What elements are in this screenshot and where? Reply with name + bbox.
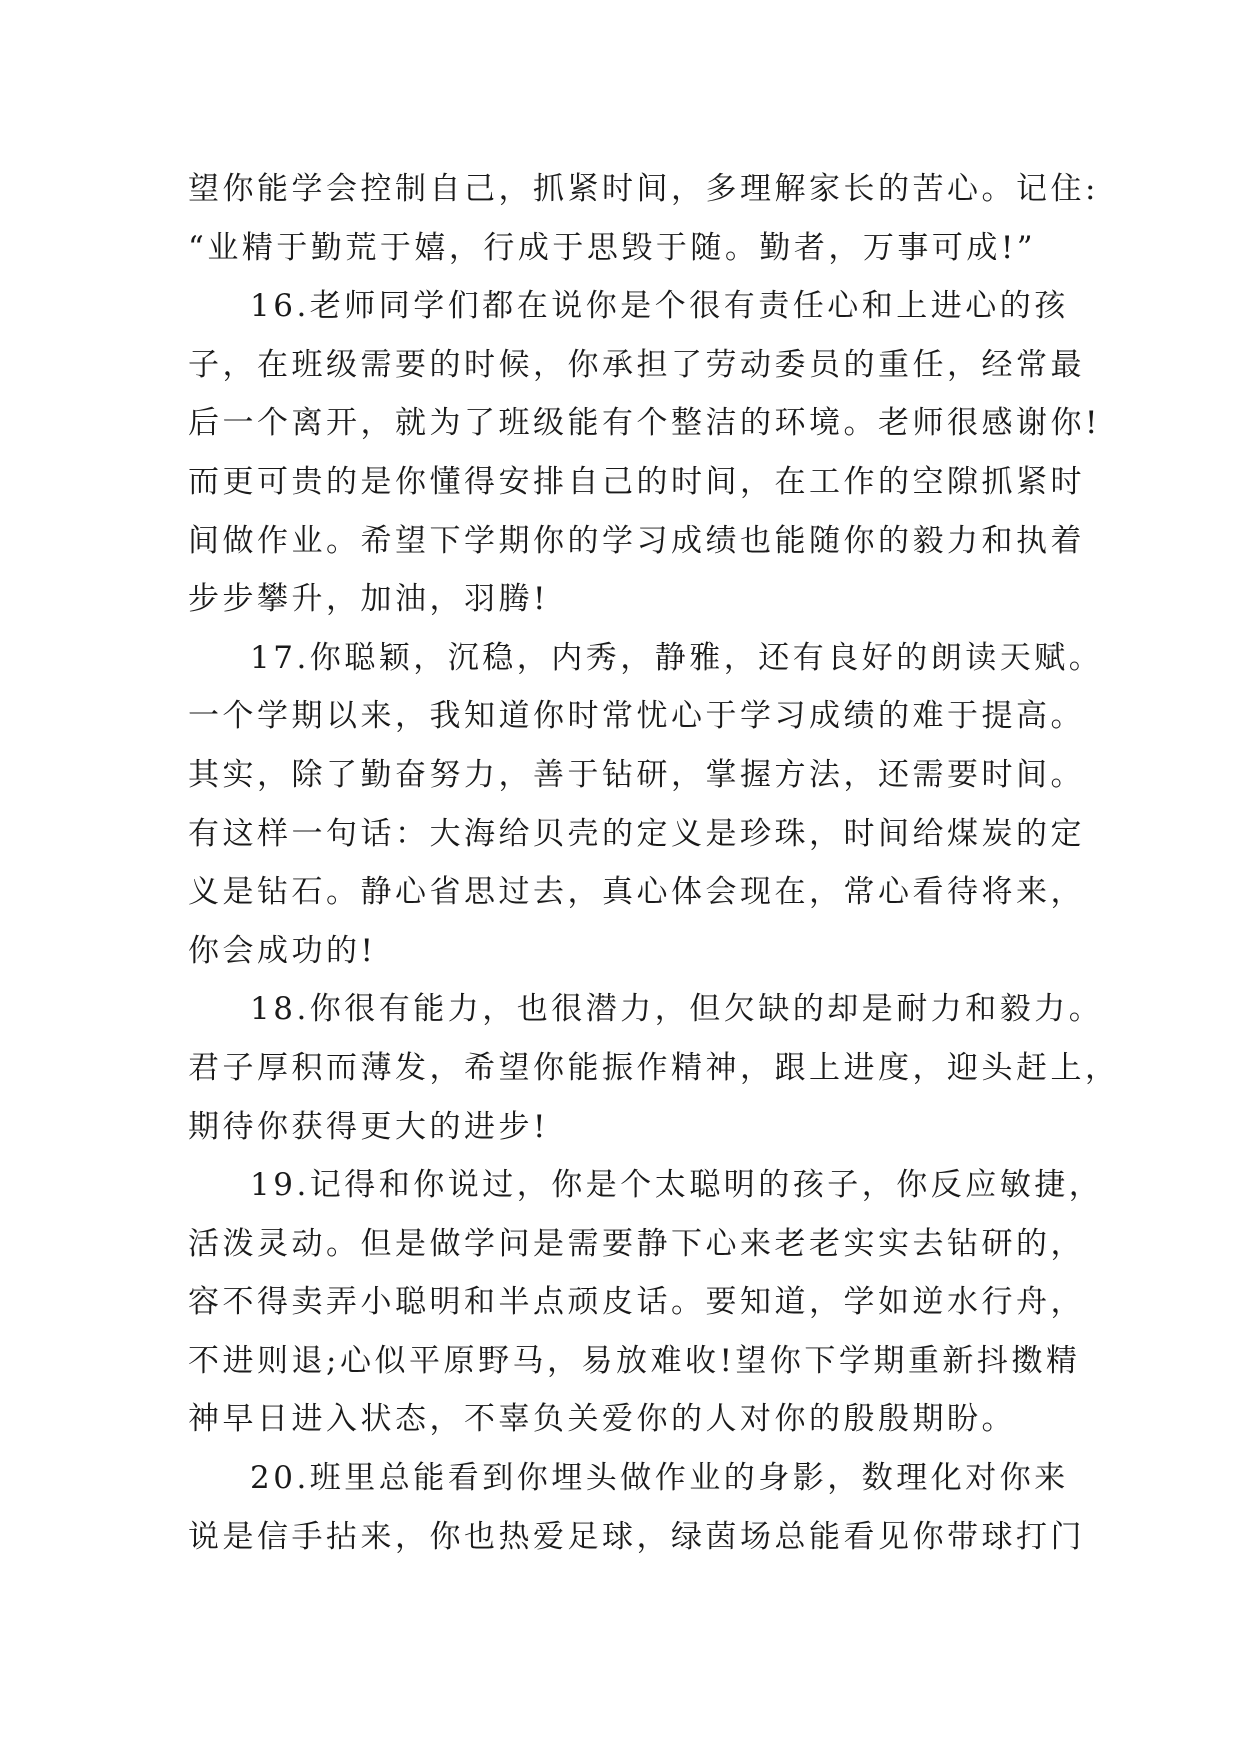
paragraph-20-start: 20.班里总能看到你埋头做作业的身影，数理化对你来 — [250, 1460, 1069, 1497]
text-line: 其实，除了勤奋努力，善于钻研，掌握方法，还需要时间。 — [188, 756, 1085, 793]
text-line: 期待你获得更大的进步! — [188, 1108, 549, 1145]
text-line: 有这样一句话：大海给贝壳的定义是珍珠，时间给煤炭的定 — [188, 815, 1085, 852]
text-line: 你会成功的! — [188, 932, 377, 969]
text-line: 容不得卖弄小聪明和半点顽皮话。要知道，学如逆水行舟， — [188, 1284, 1085, 1321]
text-line: “业精于勤荒于嬉，行成于思毁于随。勤者，万事可成!” — [188, 229, 1037, 266]
paragraph-18-start: 18.你很有能力，也很潜力，但欠缺的却是耐力和毅力。 — [250, 991, 1104, 1028]
text-line: 步步攀升，加油，羽腾! — [188, 581, 549, 618]
text-line: 神早日进入状态，不辜负关爱你的人对你的殷殷期盼。 — [188, 1401, 1016, 1438]
paragraph-19-start: 19.记得和你说过，你是个太聪明的孩子，你反应敏捷， — [250, 1167, 1104, 1204]
text-line: 望你能学会控制自己，抓紧时间，多理解家长的苦心。记住: — [188, 171, 1099, 207]
text-line: 后一个离开，就为了班级能有个整洁的环境。老师很感谢你! — [188, 405, 1101, 442]
text-line: 君子厚积而薄发，希望你能振作精神，跟上进度，迎头赶上， — [188, 1049, 1120, 1086]
text-line: 一个学期以来，我知道你时常忧心于学习成绩的难于提高。 — [188, 698, 1085, 735]
paragraph-16-start: 16.老师同学们都在说你是个很有责任心和上进心的孩 — [250, 288, 1069, 325]
text-line: 子，在班级需要的时候，你承担了劳动委员的重任，经常最 — [188, 346, 1085, 383]
text-line: 不进则退;心似平原野马，易放难收!望你下学期重新抖擞精 — [188, 1342, 1081, 1379]
paragraph-17-start: 17.你聪颖，沉稳，内秀，静雅，还有良好的朗读天赋。 — [250, 639, 1104, 676]
text-line: 义是钻石。静心省思过去，真心体会现在，常心看待将来， — [188, 874, 1085, 911]
text-line: 间做作业。希望下学期你的学习成绩也能随你的毅力和执着 — [188, 522, 1085, 559]
text-line: 而更可贵的是你懂得安排自己的时间，在工作的空隙抓紧时 — [188, 463, 1085, 500]
text-line: 活泼灵动。但是做学问是需要静下心来老老实实去钻研的， — [188, 1225, 1085, 1262]
text-line: 说是信手拈来，你也热爱足球，绿茵场总能看见你带球打门 — [188, 1518, 1085, 1555]
body-text — [188, 160, 1120, 1566]
